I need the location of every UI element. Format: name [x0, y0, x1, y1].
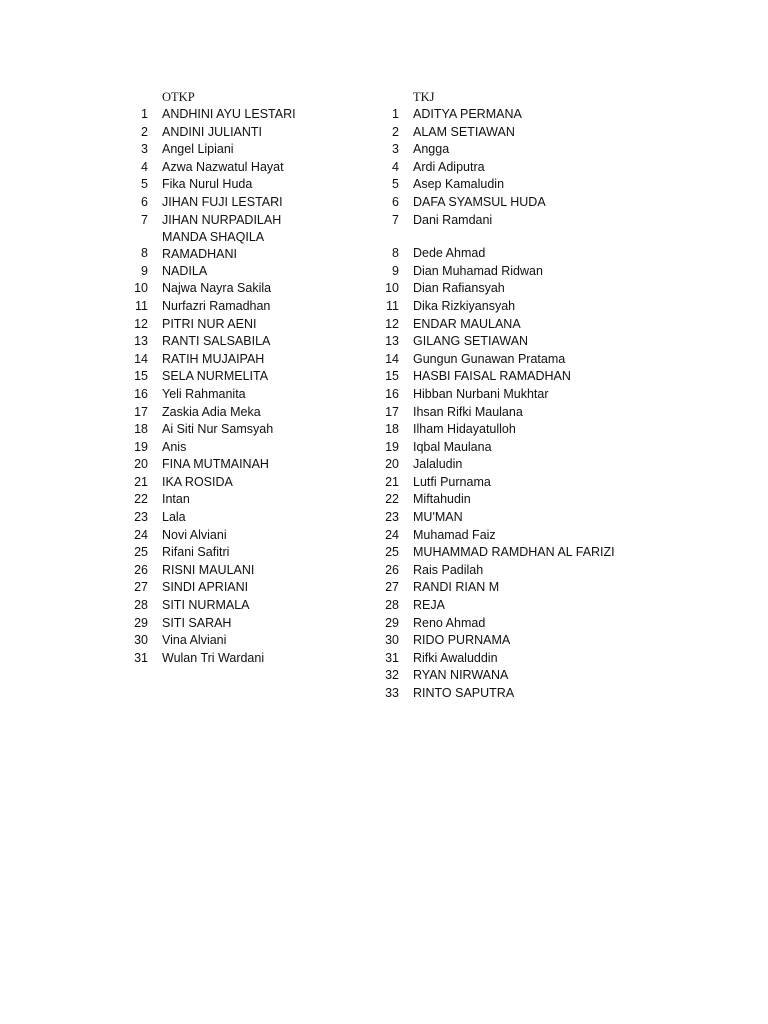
row-number: 2: [392, 124, 399, 139]
row-number: 27: [134, 580, 148, 595]
student-name: RATIH MUJAIPAH: [162, 351, 265, 366]
otkp-row: [120, 597, 296, 615]
student-name: SITI NURMALA: [162, 598, 250, 613]
student-name: REJA: [413, 598, 445, 613]
row-number: 11: [135, 298, 148, 313]
student-name: GILANG SETIAWAN: [413, 334, 529, 349]
student-name: [162, 229, 264, 263]
tkj-row: [371, 597, 615, 615]
tkj-row: [371, 368, 615, 386]
row-number: 10: [134, 281, 148, 296]
row-number: 21: [134, 474, 148, 489]
student-name: JIHAN FUJI LESTARI: [162, 194, 283, 209]
student-name: Dika Rizkiyansyah: [413, 298, 516, 313]
student-name: Muhamad Faiz: [413, 527, 496, 542]
otkp-row: [120, 229, 296, 263]
student-name: Lutfi Purnama: [413, 474, 491, 489]
otkp-row: [120, 421, 296, 439]
otkp-row: [120, 141, 296, 159]
student-name: Iqbal Maulana: [413, 439, 492, 454]
row-number: 31: [134, 650, 148, 665]
student-name: Miftahudin: [413, 492, 471, 507]
row-number: 2: [141, 124, 148, 139]
row-number: 12: [134, 316, 148, 331]
student-name: Fika Nurul Huda: [162, 177, 253, 192]
student-name: Ilham Hidayatulloh: [413, 422, 516, 437]
tkj-row: [371, 527, 615, 545]
tkj-rows: [371, 106, 615, 703]
row-number: 17: [385, 404, 399, 419]
otkp-row: [120, 456, 296, 474]
row-number: 17: [134, 404, 148, 419]
student-name: NADILA: [162, 263, 208, 278]
student-name: Wulan Tri Wardani: [162, 650, 265, 665]
student-name: ANDINI JULIANTI: [162, 124, 263, 139]
otkp-row: [120, 491, 296, 509]
row-number: 14: [134, 351, 148, 366]
otkp-row: [120, 333, 296, 351]
row-number: 6: [392, 194, 399, 209]
student-name: Novi Alviani: [162, 527, 227, 542]
student-name: SITI SARAH: [162, 615, 232, 630]
row-number: 4: [392, 159, 399, 174]
row-number: 13: [134, 334, 148, 349]
row-number: 33: [385, 686, 399, 700]
tkj-row: [371, 229, 615, 263]
row-number: 14: [385, 351, 399, 366]
row-number: 20: [134, 457, 148, 472]
student-name: Rifki Awaluddin: [413, 650, 498, 665]
row-number: 22: [385, 492, 399, 507]
student-name: Jalaludin: [413, 457, 463, 472]
student-name: Anis: [162, 439, 187, 454]
row-number: 1: [141, 107, 148, 121]
row-number: 21: [385, 474, 399, 489]
tkj-row: [371, 667, 615, 685]
student-name: RANTI SALSABILA: [162, 334, 271, 349]
student-name: Zaskia Adia Meka: [162, 404, 261, 419]
student-name: Dede Ahmad: [413, 246, 486, 261]
tkj-row: [371, 263, 615, 281]
row-number: 9: [392, 263, 399, 278]
otkp-row: [120, 159, 296, 177]
row-number: 18: [385, 422, 399, 437]
student-name: ENDAR MAULANA: [413, 316, 521, 331]
student-name-line: RAMADHANI: [162, 246, 238, 261]
otkp-row: [120, 106, 296, 124]
student-name: Reno Ahmad: [413, 615, 486, 630]
row-number: 32: [385, 668, 399, 683]
tkj-row: [371, 650, 615, 668]
student-name: Yeli Rahmanita: [162, 386, 246, 401]
tkj-row: [371, 509, 615, 527]
student-name: Gungun Gunawan Pratama: [413, 351, 566, 366]
student-name-line: MANDA SHAQILA: [162, 230, 265, 245]
otkp-row: [120, 351, 296, 369]
row-number: 28: [385, 598, 399, 613]
row-number: 22: [134, 492, 148, 507]
tkj-row: [371, 106, 615, 124]
student-name: MU'MAN: [413, 510, 463, 525]
row-number: 15: [134, 369, 148, 384]
row-number: 16: [134, 386, 148, 401]
tkj-row: [371, 562, 615, 580]
row-number: 24: [134, 527, 148, 542]
row-number: 13: [385, 334, 399, 349]
student-name: Nurfazri Ramadhan: [162, 298, 271, 313]
row-number: 31: [385, 650, 399, 665]
row-number: 26: [134, 562, 148, 577]
row-number: 26: [385, 562, 399, 577]
student-name: RINTO SAPUTRA: [413, 686, 515, 700]
row-number: 28: [134, 598, 148, 613]
row-number: 16: [385, 386, 399, 401]
student-name: Asep Kamaludin: [413, 177, 505, 192]
tkj-row: [371, 491, 615, 509]
otkp-row: [120, 386, 296, 404]
otkp-list: [120, 88, 296, 667]
tkj-row: [371, 298, 615, 316]
student-name: ADITYA PERMANA: [413, 107, 522, 121]
tkj-row: [371, 474, 615, 492]
tkj-row: [371, 632, 615, 650]
row-number: 25: [385, 545, 399, 560]
tkj-row: [371, 194, 615, 212]
student-name: Rifani Safitri: [162, 545, 230, 560]
row-number: 5: [392, 177, 399, 192]
student-name: PITRI NUR AENI: [162, 316, 257, 331]
otkp-rows: [120, 106, 296, 667]
tkj-row: [371, 351, 615, 369]
row-number: 1: [392, 107, 399, 121]
otkp-row: [120, 527, 296, 545]
tkj-row: [371, 456, 615, 474]
row-number: 27: [385, 580, 399, 595]
otkp-row: [120, 298, 296, 316]
tkj-row: [371, 141, 615, 159]
row-number: 5: [141, 177, 148, 192]
student-name: MUHAMMAD RAMDHAN AL FARIZI: [413, 545, 615, 560]
student-name: SELA NURMELITA: [162, 369, 269, 384]
student-name: Angel Lipiani: [162, 142, 234, 157]
row-number: 11: [386, 298, 399, 313]
student-name: Lala: [162, 510, 186, 525]
student-name: Ardi Adiputra: [413, 159, 485, 174]
otkp-header: OTKP: [162, 90, 195, 104]
otkp-row: [120, 124, 296, 142]
row-number: 18: [134, 422, 148, 437]
tkj-row: [371, 386, 615, 404]
tkj-row: [371, 544, 615, 562]
row-number: 12: [385, 316, 399, 331]
otkp-row: [120, 562, 296, 580]
student-name: FINA MUTMAINAH: [162, 457, 269, 472]
row-number: 10: [385, 281, 399, 296]
student-name: ALAM SETIAWAN: [413, 124, 515, 139]
student-name: JIHAN NURPADILAH: [162, 212, 282, 227]
tkj-row: [371, 615, 615, 633]
otkp-row: [120, 263, 296, 281]
student-name: ANDHINI AYU LESTARI: [162, 107, 296, 121]
student-name: Intan: [162, 492, 190, 507]
otkp-row: [120, 579, 296, 597]
row-number: 23: [134, 510, 148, 525]
tkj-row: [371, 124, 615, 142]
tkj-row: [371, 439, 615, 457]
otkp-row: [120, 509, 296, 527]
student-name: Ihsan Rifki Maulana: [413, 404, 523, 419]
row-number: 19: [134, 439, 148, 454]
row-number: 20: [385, 457, 399, 472]
tkj-list: [371, 88, 615, 703]
student-name: Azwa Nazwatul Hayat: [162, 159, 284, 174]
row-number: 15: [385, 369, 399, 384]
row-number: 29: [385, 615, 399, 630]
student-name: RYAN NIRWANA: [413, 668, 509, 683]
tkj-row: [371, 316, 615, 334]
otkp-row: [120, 404, 296, 422]
tkj-row: [371, 579, 615, 597]
student-name: Ai Siti Nur Samsyah: [162, 422, 274, 437]
row-number: 23: [385, 510, 399, 525]
otkp-row: [120, 650, 296, 668]
tkj-row: [371, 404, 615, 422]
tkj-row: [371, 333, 615, 351]
otkp-row: [120, 280, 296, 298]
row-number: 8: [392, 246, 399, 261]
otkp-row: [120, 316, 296, 334]
otkp-row: [120, 194, 296, 212]
student-name: RANDI RIAN M: [413, 580, 500, 595]
otkp-row: [120, 544, 296, 562]
row-number: 30: [134, 633, 148, 648]
otkp-row: [120, 368, 296, 386]
tkj-row: [371, 212, 615, 230]
row-number: 19: [385, 439, 399, 454]
otkp-row: [120, 615, 296, 633]
otkp-row: [120, 439, 296, 457]
row-number: 3: [141, 142, 148, 157]
student-name: Angga: [413, 142, 450, 157]
tkj-row: [371, 159, 615, 177]
student-name: Dian Rafiansyah: [413, 281, 505, 296]
student-name: RISNI MAULANI: [162, 562, 255, 577]
row-number: 24: [385, 527, 399, 542]
student-name: Dani Ramdani: [413, 212, 493, 227]
tkj-row: [371, 421, 615, 439]
row-number: 4: [141, 159, 148, 174]
row-number: 25: [134, 545, 148, 560]
otkp-row: [120, 176, 296, 194]
row-number: 29: [134, 615, 148, 630]
row-number: 7: [141, 212, 148, 227]
tkj-header: TKJ: [413, 90, 435, 104]
student-name: SINDI APRIANI: [162, 580, 249, 595]
row-number: 3: [392, 142, 399, 157]
otkp-row: [120, 212, 296, 230]
row-number: 30: [385, 633, 399, 648]
student-name: Hibban Nurbani Mukhtar: [413, 386, 549, 401]
row-number: 7: [392, 212, 399, 227]
otkp-row: [120, 474, 296, 492]
student-name: Dian Muhamad Ridwan: [413, 263, 543, 278]
student-name: HASBI FAISAL RAMADHAN: [413, 369, 571, 384]
row-number: 8: [141, 246, 148, 261]
row-number: 6: [141, 194, 148, 209]
otkp-row: [120, 632, 296, 650]
student-name: Vina Alviani: [162, 633, 227, 648]
student-name: IKA ROSIDA: [162, 474, 233, 489]
row-number: 9: [141, 263, 148, 278]
student-name: Najwa Nayra Sakila: [162, 281, 272, 296]
student-name: DAFA SYAMSUL HUDA: [413, 194, 546, 209]
student-name: RIDO PURNAMA: [413, 633, 511, 648]
tkj-row: [371, 176, 615, 194]
tkj-row: [371, 280, 615, 298]
tkj-row: [371, 685, 615, 703]
student-name: Rais Padilah: [413, 562, 484, 577]
